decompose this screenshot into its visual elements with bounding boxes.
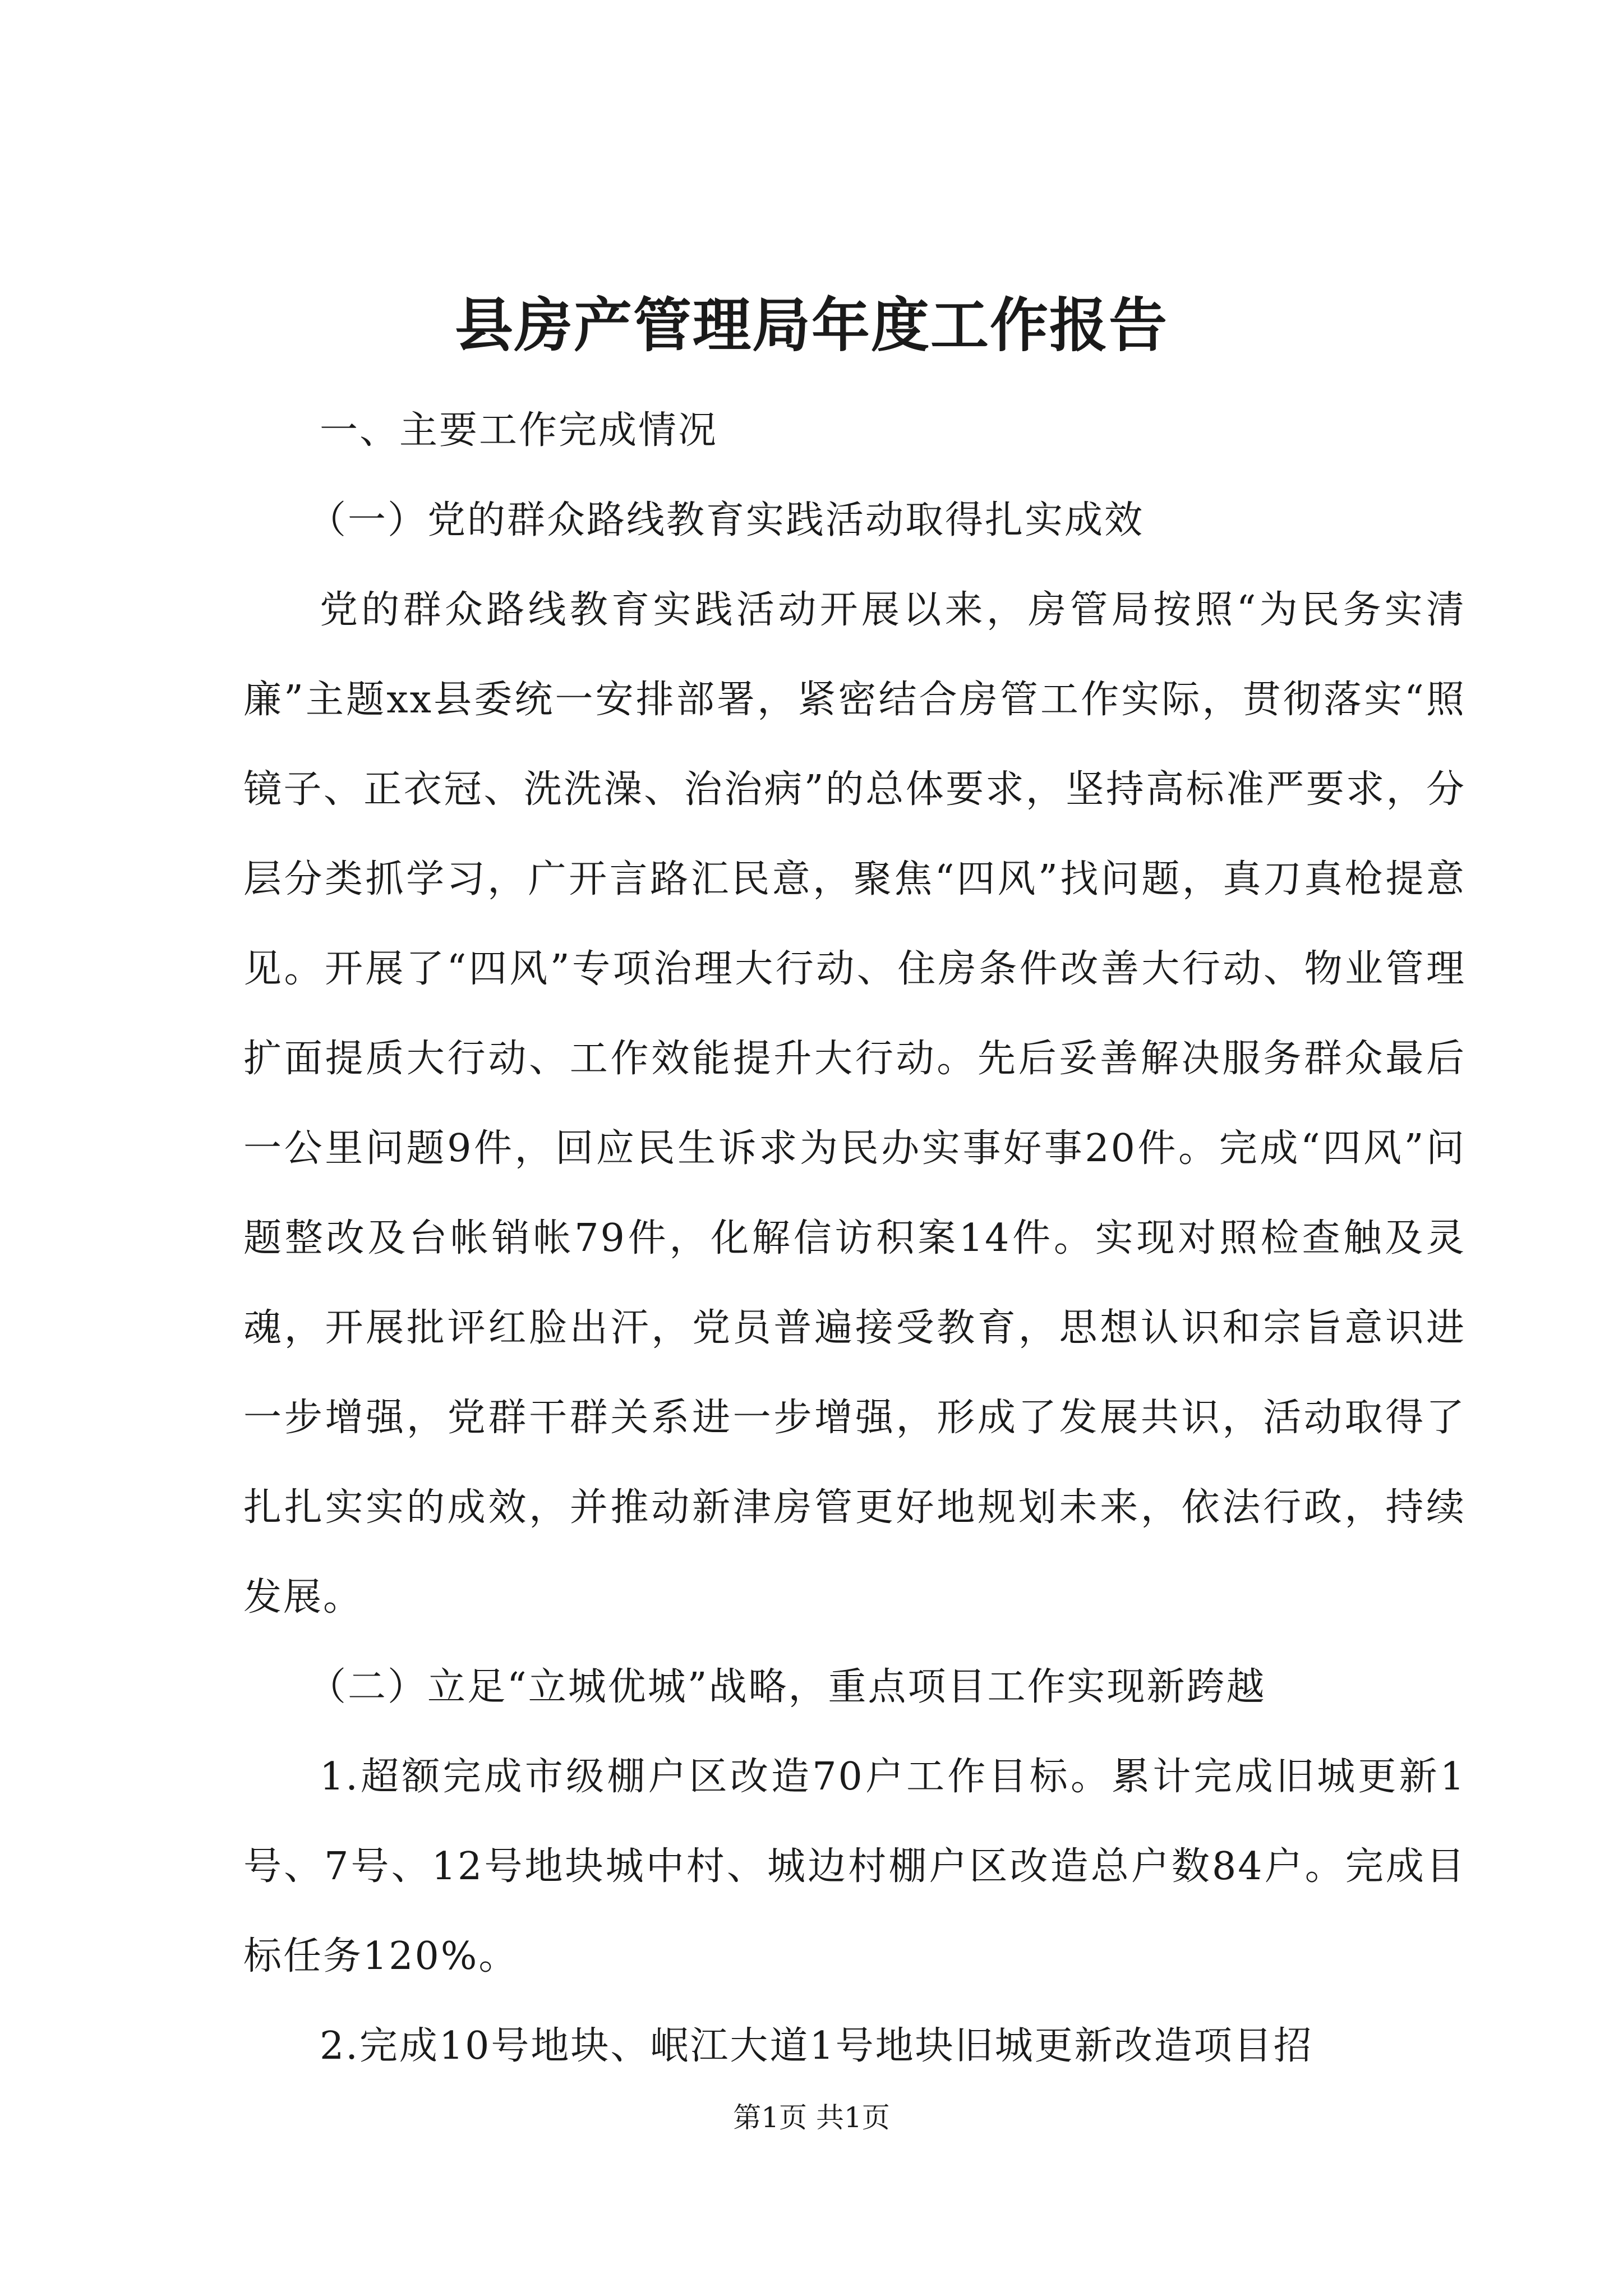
subsection-heading: （二）立足“立城优城”战略，重点项目工作实现新跨越 bbox=[308, 1665, 1266, 1709]
page-footer: 第1页 共1页 bbox=[733, 2101, 890, 2134]
body-paragraph: 党的群众路线教育实践活动开展以来，房管局按照“为民务实清廉”主题xx县委统一安排部署，紧密结合房管工作实际，贯彻落实“照镜子、正衣冠、洗洗澡、治治病”的总体要求，坚持高标准严要求，分层分类抓学习，广开言路汇民意，聚焦“四风”找问题，真刀真枪提意见。开展了“四风”专项治理大行动、住房条件改善大行动、物业管理扩面提质大行动、工作效能提升大行动。先后妥善解决服务群众最后一公里问题9件，回应民生诉求为民办实事好事20件。完成“四风”问题整改及台帐销帐79件，化解信访积案14件。实现对照检查触及灵魂，开展批评红脸出汗，党员普遍接受教育，思想认识和宗旨意识进一步增强，党群干群关系进一步增强，形成了发展共识，活动取得了扎扎实实的成效，并推动新津房管更好地规划未来，依法行政，持续发展。 bbox=[243, 588, 1466, 1619]
document-body bbox=[243, 386, 1466, 2091]
list-item: 1.超额完成市级棚户区改造70户工作目标。累计完成旧城更新1号、7号、12号地块城中村、城边村棚户区改造总户数84户。完成目标任务120%。 bbox=[243, 1755, 1466, 1978]
section-heading: 一、主要工作完成情况 bbox=[320, 408, 718, 453]
document-title: 县房产管理局年度工作报告 bbox=[454, 291, 1168, 360]
list-item: 2.完成10号地块、岷江大道1号地块旧城更新改造项目招 bbox=[320, 2024, 1313, 2068]
subsection-heading: （一）党的群众路线教育实践活动取得扎实成效 bbox=[308, 498, 1145, 542]
